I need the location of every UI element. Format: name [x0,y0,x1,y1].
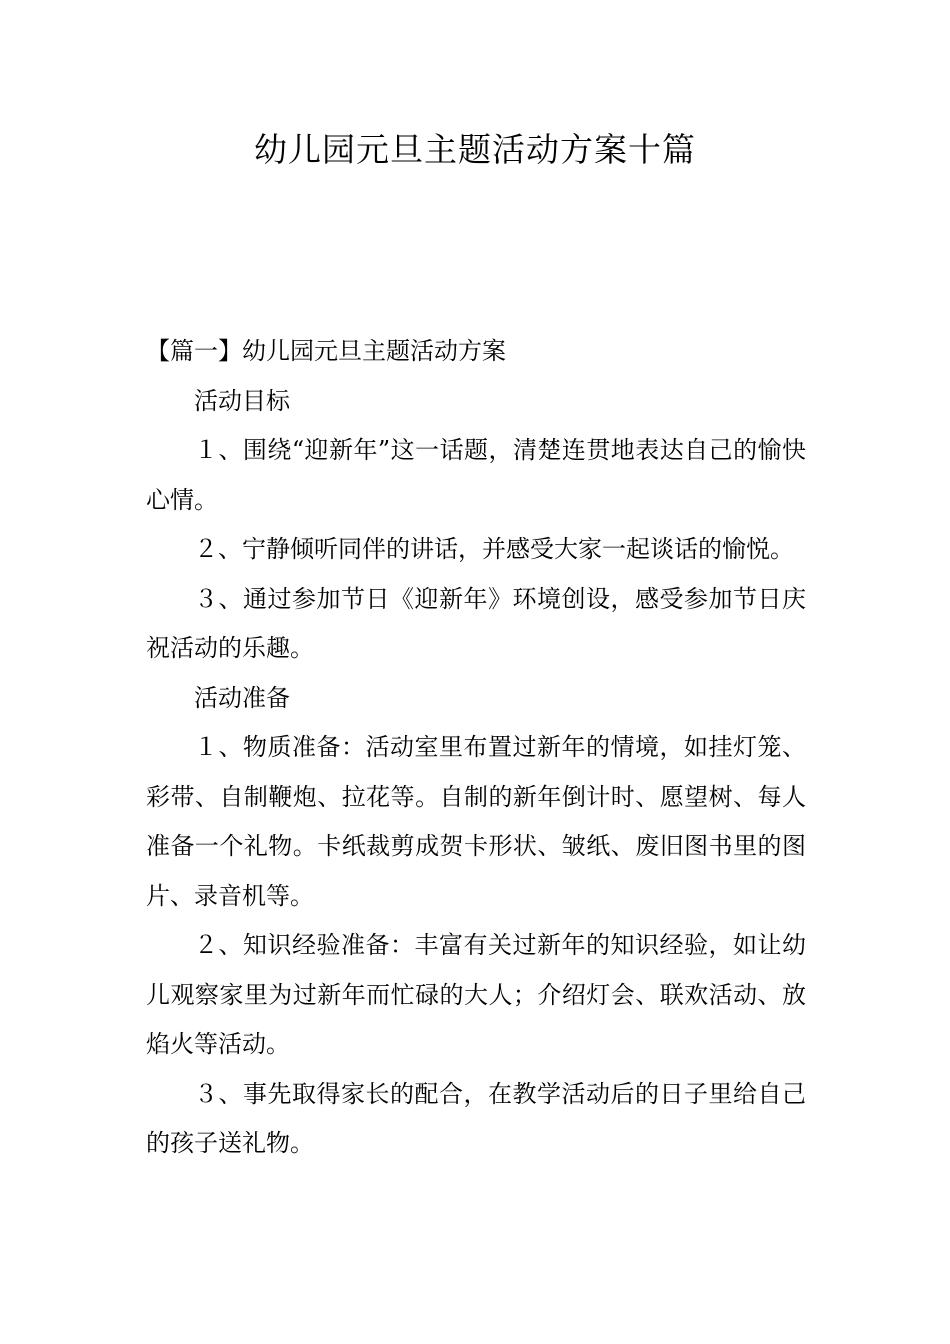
prep-heading: 活动准备 [194,683,290,712]
document-body [146,327,806,1169]
prep-item-3: ３、事先取得家长的配合，在教学活动后的日子里给自己的孩子送礼物。 [146,1079,806,1157]
prep-item-1: １、物质准备：活动室里布置过新年的情境，如挂灯笼、彩带、自制鞭炮、拉花等。自制的新年倒计时、愿望树、每人准备一个礼物。卡纸裁剪成贺卡形状、皱纸、废旧图书里的图片、录音机等。 [146,733,806,910]
goal-item-2: ２、宁静倾听同伴的讲话，并感受大家一起谈话的愉悦。 [194,535,794,563]
goal-item-3: ３、通过参加节日《迎新年》环境创设，感受参加节日庆祝活动的乐趣。 [146,584,806,662]
prep-item-2: ２、知识经验准备：丰富有关过新年的知识经验，如让幼儿观察家里为过新年而忙碌的大人；介绍灯会、联欢活动、放焰火等活动。 [146,931,806,1058]
section-heading: 【篇一】幼儿园元旦主题活动方案 [146,337,506,365]
goal-item-1: １、围绕“迎新年”这一话题，清楚连贯地表达自己的愉快心情。 [146,436,806,514]
document-title: 幼儿园元旦主题活动方案十篇 [254,130,696,169]
goals-heading: 活动目标 [194,386,290,415]
